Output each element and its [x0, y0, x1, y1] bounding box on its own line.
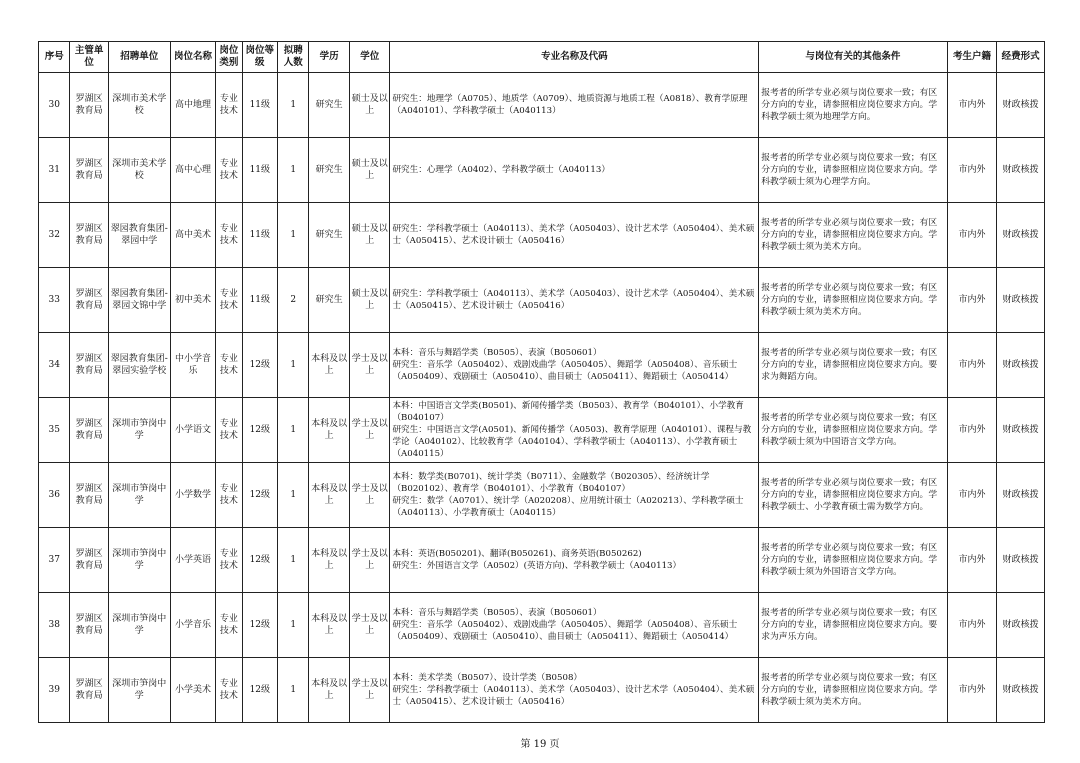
- major-line: 研究生：地理学（A0705）、地质学（A0709）、地质资源与地质工程（A0818）、教育学原理（A040101）、学科教学硕士（A040113）: [392, 94, 748, 116]
- major-line: 研究生：中国语言文学(A0501)、新闻传播学（A0503)、教育学原理（A040101）、课程与教学论（A040102）、比较教育学（A040104）、学科教学硕士（A040113）、小学教育硕士（A040115）: [392, 425, 752, 459]
- cell-level: 11级: [242, 73, 277, 138]
- cell-degree: 硕士及以上: [349, 268, 390, 333]
- cell-conditions: 报考者的所学专业必须与岗位要求一致；有区分方向的专业，请参照相应岗位要求方向。学科教学硕士须为地理学方向。: [759, 73, 947, 138]
- cell-post: 小学数学: [170, 463, 216, 528]
- cell-dept: 罗湖区教育局: [70, 398, 108, 463]
- cell-conditions: 报考者的所学专业必须与岗位要求一致；有区分方向的专业，请参照相应岗位要求方向。学科教学硕士须为中国语言文学方向。: [759, 398, 947, 463]
- cell-level: 11级: [242, 203, 277, 268]
- table-row: [39, 398, 1045, 463]
- cell-major: [390, 333, 759, 398]
- cell-funding: 财政核拨: [997, 138, 1045, 203]
- cell-hukou: 市内外: [947, 333, 997, 398]
- cell-no: 33: [39, 268, 70, 333]
- cell-post: 小学音乐: [170, 593, 216, 658]
- cell-hukou: 市内外: [947, 73, 997, 138]
- cell-count: 1: [278, 333, 309, 398]
- header-type: 岗位类别: [216, 42, 242, 73]
- cell-no: 30: [39, 73, 70, 138]
- cell-degree: 学士及以上: [349, 333, 390, 398]
- cell-funding: 财政核拨: [997, 73, 1045, 138]
- cell-major: [390, 73, 759, 138]
- cell-no: 34: [39, 333, 70, 398]
- cell-no: 35: [39, 398, 70, 463]
- major-line: 研究生：学科教学硕士（A040113）、美术学（A050403）、设计艺术学（A050404）、美术硕士（A050415）、艺术设计硕士（A050416）: [392, 224, 755, 246]
- cell-edu: 本科及以上: [309, 528, 350, 593]
- cell-major: [390, 203, 759, 268]
- cell-count: 2: [278, 268, 309, 333]
- header-unit: 招聘单位: [108, 42, 170, 73]
- header-dept: 主管单位: [70, 42, 108, 73]
- cell-no: 38: [39, 593, 70, 658]
- cell-post: 高中地理: [170, 73, 216, 138]
- cell-funding: 财政核拨: [997, 593, 1045, 658]
- cell-edu: 本科及以上: [309, 333, 350, 398]
- header-major: 专业名称及代码: [390, 42, 759, 73]
- cell-major: [390, 593, 759, 658]
- table-body: [39, 73, 1045, 723]
- cell-count: 1: [278, 398, 309, 463]
- cell-conditions: 报考者的所学专业必须与岗位要求一致；有区分方向的专业，请参照相应岗位要求方向。学科教学硕士须为美术方向。: [759, 268, 947, 333]
- major-line: 研究生：心理学（A0402）、学科教学硕士（A040113）: [392, 165, 610, 175]
- cell-edu: 本科及以上: [309, 463, 350, 528]
- cell-edu: 研究生: [309, 138, 350, 203]
- cell-type: 专业技术: [216, 138, 242, 203]
- cell-dept: 罗湖区教育局: [70, 203, 108, 268]
- cell-edu: 本科及以上: [309, 593, 350, 658]
- cell-dept: 罗湖区教育局: [70, 528, 108, 593]
- cell-no: 31: [39, 138, 70, 203]
- cell-funding: 财政核拨: [997, 268, 1045, 333]
- cell-hukou: 市内外: [947, 203, 997, 268]
- cell-no: 37: [39, 528, 70, 593]
- cell-no: 39: [39, 658, 70, 723]
- cell-funding: 财政核拨: [997, 203, 1045, 268]
- cell-conditions: 报考者的所学专业必须与岗位要求一致；有区分方向的专业，请参照相应岗位要求方向。学科教学硕士须为心理学方向。: [759, 138, 947, 203]
- cell-count: 1: [278, 203, 309, 268]
- cell-edu: 研究生: [309, 203, 350, 268]
- cell-type: 专业技术: [216, 463, 242, 528]
- cell-count: 1: [278, 463, 309, 528]
- cell-hukou: 市内外: [947, 658, 997, 723]
- header-count: 拟聘人数: [278, 42, 309, 73]
- cell-level: 12级: [242, 658, 277, 723]
- cell-type: 专业技术: [216, 528, 242, 593]
- table-row: [39, 268, 1045, 333]
- cell-hukou: 市内外: [947, 268, 997, 333]
- cell-degree: 硕士及以上: [349, 138, 390, 203]
- cell-unit: 深圳市笋岗中学: [108, 593, 170, 658]
- cell-hukou: 市内外: [947, 593, 997, 658]
- cell-dept: 罗湖区教育局: [70, 593, 108, 658]
- major-line: 本科：音乐与舞蹈学类（B0505）、表演（B050601）: [392, 608, 602, 618]
- cell-type: 专业技术: [216, 333, 242, 398]
- cell-count: 1: [278, 138, 309, 203]
- cell-major: [390, 463, 759, 528]
- header-degree: 学位: [349, 42, 390, 73]
- cell-count: 1: [278, 658, 309, 723]
- cell-level: 12级: [242, 398, 277, 463]
- header-funding: 经费形式: [997, 42, 1045, 73]
- header-level: 岗位等级: [242, 42, 277, 73]
- cell-post: 小学英语: [170, 528, 216, 593]
- table-row: [39, 463, 1045, 528]
- cell-type: 专业技术: [216, 593, 242, 658]
- table-row: [39, 333, 1045, 398]
- cell-edu: 本科及以上: [309, 398, 350, 463]
- header-post: 岗位名称: [170, 42, 216, 73]
- cell-major: [390, 268, 759, 333]
- table-row: [39, 203, 1045, 268]
- cell-edu: 研究生: [309, 73, 350, 138]
- cell-major: [390, 138, 759, 203]
- cell-type: 专业技术: [216, 73, 242, 138]
- header-hukou: 考生户籍: [947, 42, 997, 73]
- cell-degree: 学士及以上: [349, 463, 390, 528]
- cell-edu: 本科及以上: [309, 658, 350, 723]
- cell-unit: 深圳市美术学校: [108, 138, 170, 203]
- cell-funding: 财政核拨: [997, 333, 1045, 398]
- major-line: 本科：英语(B050201)、翻译(B050261)、商务英语(B050262): [392, 549, 642, 559]
- cell-funding: 财政核拨: [997, 398, 1045, 463]
- cell-post: 小学语文: [170, 398, 216, 463]
- cell-dept: 罗湖区教育局: [70, 333, 108, 398]
- cell-type: 专业技术: [216, 268, 242, 333]
- cell-degree: 学士及以上: [349, 398, 390, 463]
- table-row: [39, 528, 1045, 593]
- cell-major: [390, 528, 759, 593]
- cell-conditions: 报考者的所学专业必须与岗位要求一致；有区分方向的专业，请参照相应岗位要求方向。学科教学硕士须为美术方向。: [759, 658, 947, 723]
- cell-type: 专业技术: [216, 398, 242, 463]
- cell-hukou: 市内外: [947, 138, 997, 203]
- cell-post: 小学美术: [170, 658, 216, 723]
- cell-dept: 罗湖区教育局: [70, 138, 108, 203]
- table-row: [39, 658, 1045, 723]
- cell-post: 初中美术: [170, 268, 216, 333]
- cell-hukou: 市内外: [947, 528, 997, 593]
- cell-hukou: 市内外: [947, 398, 997, 463]
- cell-unit: 深圳市笋岗中学: [108, 398, 170, 463]
- header-conditions: 与岗位有关的其他条件: [759, 42, 947, 73]
- cell-post: 高中心理: [170, 138, 216, 203]
- table-row: [39, 593, 1045, 658]
- cell-degree: 学士及以上: [349, 658, 390, 723]
- recruitment-table: [38, 41, 1045, 723]
- cell-conditions: 报考者的所学专业必须与岗位要求一致；有区分方向的专业，请参照相应岗位要求方向。要求为声乐方向。: [759, 593, 947, 658]
- cell-level: 12级: [242, 528, 277, 593]
- cell-dept: 罗湖区教育局: [70, 463, 108, 528]
- cell-no: 32: [39, 203, 70, 268]
- page-number: 第 19 页: [520, 739, 560, 750]
- header-edu: 学历: [309, 42, 350, 73]
- cell-no: 36: [39, 463, 70, 528]
- major-line: 本科：音乐与舞蹈学类（B0505）、表演（B050601）: [392, 348, 602, 358]
- header-no: 序号: [39, 42, 70, 73]
- major-line: 本科：数学类(B0701)、统计学类（B0711）、金融数学（B020305）、经济统计学（B020102）、教育学（B040101）、小学教育（B040107）: [392, 472, 710, 494]
- cell-level: 11级: [242, 268, 277, 333]
- cell-major: [390, 658, 759, 723]
- header-row: [39, 42, 1045, 73]
- major-line: 研究生：音乐学（A050402）、戏剧戏曲学（A050405）、舞蹈学（A050408）、音乐硕士（A050409）、戏剧硕士（A050410）、曲目硕士（A050411）、舞蹈硕士（A050414）: [392, 360, 738, 382]
- major-line: 研究生：学科教学硕士（A040113）、美术学（A050403）、设计艺术学（A050404）、美术硕士（A050415）、艺术设计硕士（A050416）: [392, 289, 755, 311]
- major-line: 本科：中国语言文学类(B0501)、新闻传播学类（B0503）、教育学（B040101）、小学教育（B040107）: [392, 401, 744, 423]
- cell-funding: 财政核拨: [997, 658, 1045, 723]
- cell-unit: 翠园教育集团-翠园实验学校: [108, 333, 170, 398]
- cell-degree: 学士及以上: [349, 528, 390, 593]
- cell-major: [390, 398, 759, 463]
- cell-degree: 学士及以上: [349, 593, 390, 658]
- table-row: [39, 73, 1045, 138]
- cell-level: 11级: [242, 138, 277, 203]
- cell-funding: 财政核拨: [997, 463, 1045, 528]
- table-row: [39, 138, 1045, 203]
- major-line: 研究生：学科教学硕士（A040113）、美术学（A050403）、设计艺术学（A050404）、美术硕士（A050415）、艺术设计硕士（A050416）: [392, 685, 755, 707]
- cell-count: 1: [278, 73, 309, 138]
- major-line: 研究生：音乐学（A050402）、戏剧戏曲学（A050405）、舞蹈学（A050408）、音乐硕士（A050409）、戏剧硕士（A050410）、曲目硕士（A050411）、舞蹈硕士（A050414）: [392, 620, 738, 642]
- cell-dept: 罗湖区教育局: [70, 658, 108, 723]
- cell-dept: 罗湖区教育局: [70, 268, 108, 333]
- cell-unit: 深圳市笋岗中学: [108, 463, 170, 528]
- cell-post: 中小学音乐: [170, 333, 216, 398]
- cell-conditions: 报考者的所学专业必须与岗位要求一致；有区分方向的专业，请参照相应岗位要求方向。学科教学硕士须为外国语言文学方向。: [759, 528, 947, 593]
- cell-unit: 翠园教育集团-翠园文锦中学: [108, 268, 170, 333]
- cell-type: 专业技术: [216, 203, 242, 268]
- major-line: 研究生：数学（A0701）、统计学（A020208）、应用统计硕士（A020213）、学科教学硕士（A040113）、小学教育硕士（A040115）: [392, 496, 744, 518]
- cell-unit: 深圳市美术学校: [108, 73, 170, 138]
- cell-level: 12级: [242, 593, 277, 658]
- cell-degree: 硕士及以上: [349, 73, 390, 138]
- cell-post: 高中美术: [170, 203, 216, 268]
- major-line: 研究生：外国语言文学（A0502）(英语方向)、学科教学硕士（A040113）: [392, 561, 682, 571]
- cell-dept: 罗湖区教育局: [70, 73, 108, 138]
- cell-conditions: 报考者的所学专业必须与岗位要求一致；有区分方向的专业，请参照相应岗位要求方向。学科教学硕士、小学教育硕士需为数学方向。: [759, 463, 947, 528]
- major-line: 本科：美术学类（B0507）、设计学类（B0508）: [392, 673, 583, 683]
- cell-hukou: 市内外: [947, 463, 997, 528]
- cell-degree: 硕士及以上: [349, 203, 390, 268]
- cell-conditions: 报考者的所学专业必须与岗位要求一致；有区分方向的专业，请参照相应岗位要求方向。学科教学硕士须为美术方向。: [759, 203, 947, 268]
- cell-unit: 翠园教育集团-翠园中学: [108, 203, 170, 268]
- cell-funding: 财政核拨: [997, 528, 1045, 593]
- cell-level: 12级: [242, 463, 277, 528]
- cell-count: 1: [278, 593, 309, 658]
- cell-conditions: 报考者的所学专业必须与岗位要求一致；有区分方向的专业，请参照相应岗位要求方向。要求为舞蹈方向。: [759, 333, 947, 398]
- cell-unit: 深圳市笋岗中学: [108, 528, 170, 593]
- cell-count: 1: [278, 528, 309, 593]
- cell-edu: 研究生: [309, 268, 350, 333]
- cell-type: 专业技术: [216, 658, 242, 723]
- cell-level: 12级: [242, 333, 277, 398]
- cell-unit: 深圳市笋岗中学: [108, 658, 170, 723]
